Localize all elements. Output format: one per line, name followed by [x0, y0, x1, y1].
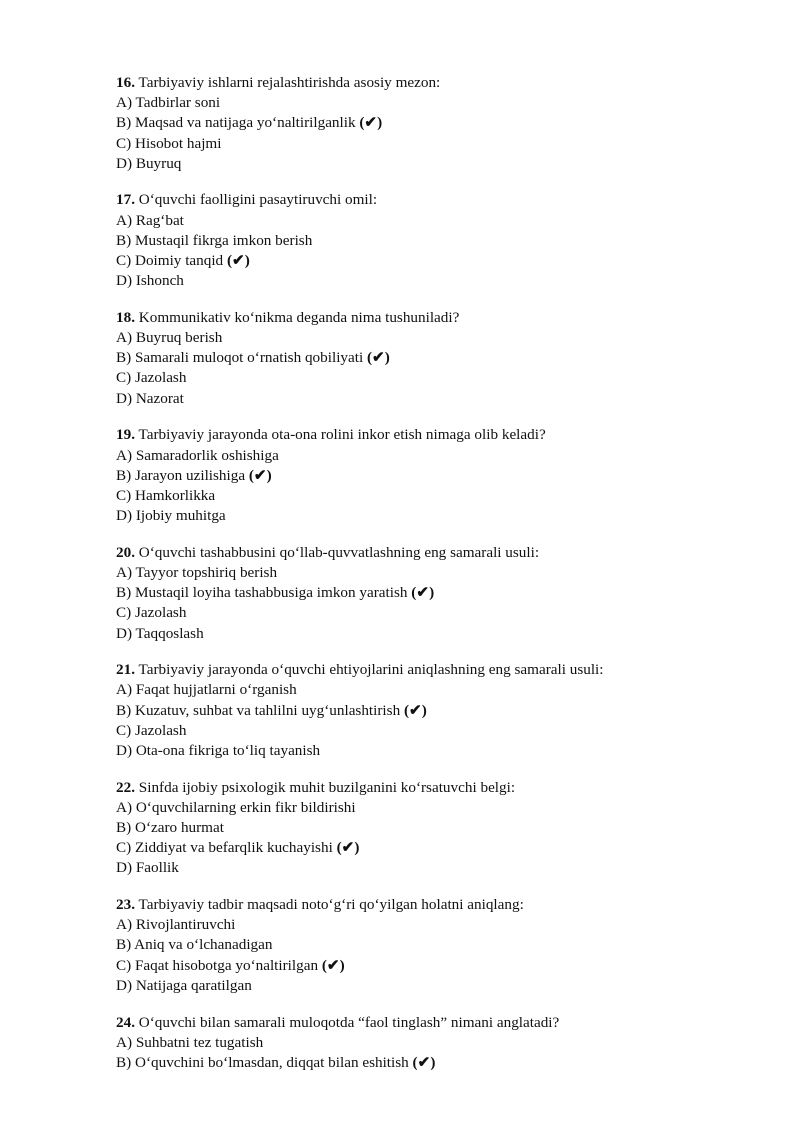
question-block [116, 660, 756, 761]
question-text: Tarbiyaviy ishlarni rejalashtirishda asosiy mezon: [138, 74, 441, 91]
question-number: 19. [116, 426, 135, 444]
answer-option-label: B) O‘quvchini bo‘lmasdan, diqqat bilan eshitish [116, 1053, 409, 1071]
correct-answer-check-icon: (✔) [336, 839, 360, 857]
question-text: Sinfda ijobiy psixologik muhit buzilganini ko‘rsatuvchi belgi: [138, 778, 516, 796]
question-block [116, 190, 756, 291]
question-block [116, 425, 756, 526]
answer-option-label: C) Jazolash [116, 369, 187, 387]
answer-option [116, 389, 756, 409]
answer-option [116, 251, 756, 271]
answer-option-label: D) Faollik [116, 859, 179, 877]
answer-option [116, 231, 756, 251]
answer-option-label: D) Nazorat [116, 389, 184, 407]
answer-option-label: A) Samaradorlik oshishiga [116, 446, 279, 464]
answer-option [116, 348, 756, 368]
answer-option [116, 154, 756, 174]
answer-option-label: D) Taqqoslash [116, 624, 204, 642]
correct-answer-check-icon: (✔) [403, 701, 427, 719]
answer-option [116, 976, 756, 996]
answer-option [116, 583, 756, 603]
answer-option [116, 624, 756, 644]
answer-option-label: D) Buyruq [116, 154, 182, 172]
question-stem [116, 543, 756, 563]
answer-option [116, 956, 756, 976]
answer-option-label: C) Jazolash [116, 604, 187, 622]
question-number: 21. [116, 661, 135, 679]
question-number: 23. [116, 896, 135, 914]
answer-option [116, 818, 756, 838]
answer-option-label: C) Hamkorlikka [116, 486, 216, 504]
question-number: 18. [116, 308, 135, 326]
answer-option [116, 721, 756, 741]
answer-option-label: D) Ishonch [116, 272, 184, 290]
answer-option-label: C) Doimiy tanqid [116, 252, 224, 269]
question-stem [116, 895, 756, 915]
answer-option [116, 1053, 756, 1073]
answer-option-label: B) Maqsad va natijaga yo‘naltirilganlik [116, 114, 356, 132]
question-number: 24. [116, 1013, 135, 1031]
question-text: Tarbiyaviy jarayonda ota-ona rolini inkor etish nimaga olib keladi? [138, 426, 546, 444]
correct-answer-check-icon: (✔) [412, 1053, 436, 1071]
answer-option [116, 328, 756, 348]
question-text: O‘quvchi bilan samarali muloqotda “faol tinglash” nimani anglatadi? [138, 1013, 560, 1031]
answer-option-label: A) O‘quvchilarning erkin fikr bildirishi [116, 798, 356, 816]
answer-option-label: C) Jazolash [116, 721, 187, 739]
question-text: Tarbiyaviy tadbir maqsadi noto‘g‘ri qo‘yilgan holatni aniqlang: [138, 896, 524, 914]
answer-option [116, 368, 756, 388]
correct-answer-check-icon: (✔) [248, 466, 272, 484]
answer-option [116, 563, 756, 583]
question-text: O‘quvchi faolligini pasaytiruvchi omil: [138, 191, 378, 209]
answer-option [116, 506, 756, 526]
answer-option-label: B) Samarali muloqot o‘rnatish qobiliyati [116, 349, 364, 367]
answer-option [116, 446, 756, 466]
answer-option-label: B) Mustaqil loyiha tashabbusiga imkon yaratish [116, 584, 408, 602]
answer-option-label: C) Ziddiyat va befarqlik kuchayishi [116, 839, 333, 857]
question-stem [116, 778, 756, 798]
answer-option-label: A) Buyruq berish [116, 329, 223, 347]
answer-option [116, 134, 756, 154]
question-block [116, 895, 756, 996]
answer-option [116, 915, 756, 935]
document-page [116, 73, 756, 1090]
answer-option [116, 701, 756, 721]
correct-answer-check-icon: (✔) [359, 114, 383, 132]
question-number: 16. [116, 74, 135, 91]
correct-answer-check-icon: (✔) [226, 252, 250, 269]
correct-answer-check-icon: (✔) [411, 584, 435, 602]
answer-option-label: A) Faqat hujjatlarni o‘rganish [116, 681, 297, 699]
answer-option-label: A) Tadbirlar soni [116, 94, 221, 112]
answer-option-label: B) Mustaqil fikrga imkon berish [116, 231, 313, 249]
question-stem [116, 73, 756, 93]
answer-option [116, 211, 756, 231]
answer-option-label: A) Suhbatni tez tugatish [116, 1033, 264, 1051]
question-number: 17. [116, 191, 135, 209]
answer-option [116, 935, 756, 955]
answer-option-label: D) Natijaga qaratilgan [116, 976, 252, 994]
question-stem [116, 308, 756, 328]
question-text: Kommunikativ ko‘nikma deganda nima tushuniladi? [138, 308, 460, 326]
question-block [116, 73, 756, 174]
question-stem [116, 1013, 756, 1033]
answer-option-label: A) Tayyor topshiriq berish [116, 563, 278, 581]
question-block [116, 778, 756, 879]
question-block [116, 1013, 756, 1074]
answer-option [116, 680, 756, 700]
correct-answer-check-icon: (✔) [366, 349, 390, 367]
answer-option [116, 486, 756, 506]
answer-option-label: B) Aniq va o‘lchanadigan [116, 936, 273, 954]
question-block [116, 543, 756, 644]
answer-option [116, 741, 756, 761]
answer-option-label: B) Jarayon uzilishiga [116, 466, 246, 484]
question-text: Tarbiyaviy jarayonda o‘quvchi ehtiyojlarini aniqlashning eng samarali usuli: [138, 661, 604, 679]
answer-option [116, 93, 756, 113]
answer-option-label: A) Rag‘bat [116, 211, 184, 229]
answer-option [116, 113, 756, 133]
answer-option-label: C) Hisobot hajmi [116, 134, 222, 152]
answer-option-label: D) Ijobiy muhitga [116, 507, 226, 525]
answer-option-label: C) Faqat hisobotga yo‘naltirilgan [116, 956, 319, 974]
question-number: 20. [116, 543, 135, 561]
answer-option [116, 271, 756, 291]
question-text: O‘quvchi tashabbusini qo‘llab-quvvatlashning eng samarali usuli: [138, 543, 540, 561]
correct-answer-check-icon: (✔) [321, 956, 345, 974]
answer-option [116, 1033, 756, 1053]
question-stem [116, 190, 756, 210]
answer-option-label: A) Rivojlantiruvchi [116, 916, 236, 934]
answer-option-label: B) Kuzatuv, suhbat va tahlilni uyg‘unlashtirish [116, 701, 401, 719]
question-number: 22. [116, 778, 135, 796]
answer-option [116, 603, 756, 623]
question-block [116, 308, 756, 409]
answer-option-label: D) Ota-ona fikriga to‘liq tayanish [116, 741, 321, 759]
question-stem [116, 660, 756, 680]
answer-option-label: B) O‘zaro hurmat [116, 819, 224, 836]
answer-option [116, 838, 756, 858]
answer-option [116, 466, 756, 486]
answer-option [116, 858, 756, 878]
question-stem [116, 425, 756, 445]
answer-option [116, 798, 756, 818]
